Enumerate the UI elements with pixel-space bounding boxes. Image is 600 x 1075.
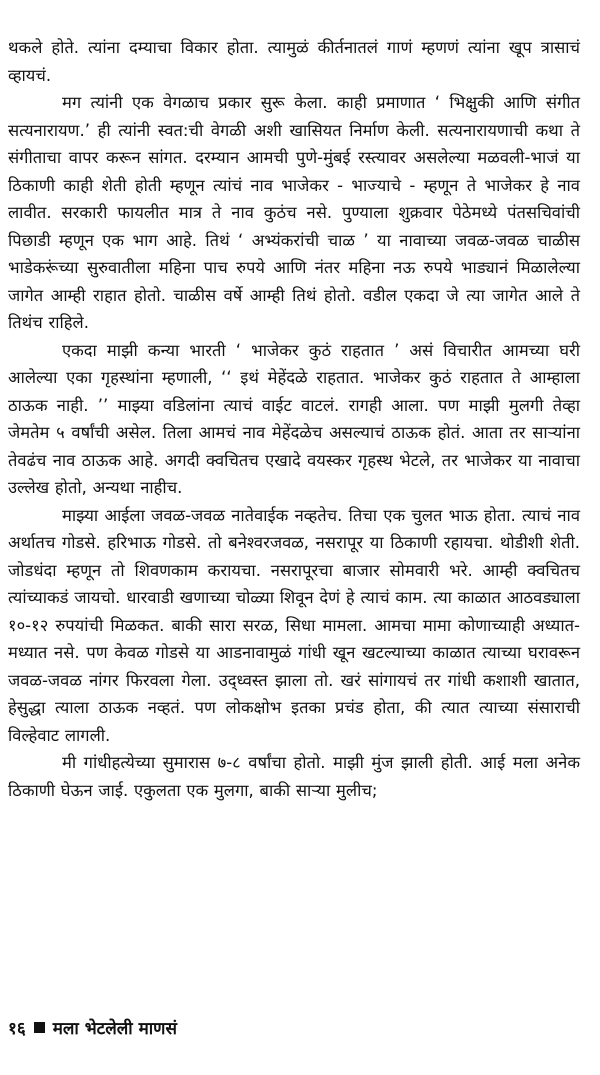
paragraph-2: मग त्यांनी एक वेगळाच प्रकार सुरू केला. काही प्रमाणात ‘ भिक्षुकी आणि संगीत सत्यनारायण.’ ही त्यांनी स्वत:ची वेगळी अशी खासियत निर्माण केली. सत्यनारायणाची कथा ते संगीताचा वापर करून सांगत. दरम्यान आमची पुणे-मुंबई रस्त्यावर असलेल्या मळवली-भाजं या ठिकाणी काही शेती होती म्हणून त्यांचं नाव भाजेकर - भाज्याचे - म्हणून ते भाजेकर हे नाव लावीत. सरकारी फायलीत मात्र ते नाव कुठंच नसे. पुण्याला शुक्रवार पेठेमध्ये पंतसचिवांची पिछाडी म्हणून एक भाग आहे. तिथं ‘ अभ्यंकरांची चाळ ’ या नावाच्या जवळ-जवळ चाळीस भाडेकरूंच्या सुरुवातीला महिना पाच रुपये आणि नंतर महिना नऊ रुपये भाड्यानं मिळालेल्या जागेत आम्ही राहात होतो. चाळीस वर्षे आम्ही तिथं होतो. वडील एकदा जे त्या जागेत आले ते तिथंच राहिले.	[8, 93, 580, 332]
paragraph-3: एकदा माझी कन्या भारती ‘ भाजेकर कुठं राहतात ’ असं विचारीत आमच्या घरी आलेल्या एका गृहस्थांना म्हणाली, ‘‘ इथं मेहेंदळे राहतात. भाजेकर कुठं राहतात ते आम्हाला ठाऊक नाही. ’’ माझ्या वडिलांना त्याचं वाईट वाटलं. रागही आला. पण माझी मुलगी तेव्हा जेमतेम ५ वर्षांची असेल. तिला आमचं नाव मेहेंदळेच असल्याचं ठाऊक होतं. आता तर साऱ्यांना तेवढंच नाव ठाऊक आहे. अगदी क्वचितच एखादे वयस्कर गृहस्थ भेटले, तर भाजेकर या नावाचा उल्लेख होतो, अन्यथा नाहीच.	[8, 340, 580, 497]
page-number: १६	[8, 1019, 26, 1039]
paragraph-5: मी गांधीहत्येच्या सुमारास ७-८ वर्षांचा होतो. माझी मुंज झाली होती. आई मला अनेक ठिकाणी घेऊन जाई. एकुलता एक मुलगा, बाकी साऱ्या मुलीच;	[8, 753, 580, 800]
paragraph-1: थकले होते. त्यांना दम्याचा विकार होता. त्यामुळं कीर्तनातलं गाणं म्हणणं त्यांना खूप त्रासाचं व्हायचं.	[8, 38, 580, 85]
paragraph-4: माझ्या आईला जवळ-जवळ नातेवाईक नव्हतेच. तिचा एक चुलत भाऊ होता. त्याचं नाव अर्थातच गोडसे. हरिभाऊ गोडसे. तो बनेश्वरजवळ, नसरापूर या ठिकाणी रहायचा. थोडीशी शेती. जोडधंदा म्हणून तो शिवणकाम करायचा. नसरापूरचा बाजार सोमवारी भरे. आम्ही क्वचितच त्यांच्याकडं जायचो. धारवाडी खणाच्या चोळ्या शिवून देणं हे त्याचं काम. त्या काळात आठवड्याला १०-१२ रुपयांची मिळकत. बाकी सारा सरळ, सिधा मामला. आमचा मामा कोणाच्याही अध्यात-मध्यात नसे. पण केवळ गोडसे या आडनावामुळं गांधी खून खटल्याच्या काळात त्याच्या घरावरून जवळ-जवळ नांगर फिरवला गेला. उद्ध्वस्त झाला तो. खरं सांगायचं तर गांधी कशाशी खातात, हेसुद्धा त्याला ठाऊक नव्हतं. पण लोकक्षोभ इतका प्रचंड होता, की त्यात त्याच्या संसाराची विल्हेवाट लागली.	[8, 505, 580, 745]
square-bullet-icon	[34, 1022, 45, 1033]
page-footer	[8, 1016, 177, 1039]
book-title: मला भेटलेली माणसं	[52, 1019, 177, 1039]
